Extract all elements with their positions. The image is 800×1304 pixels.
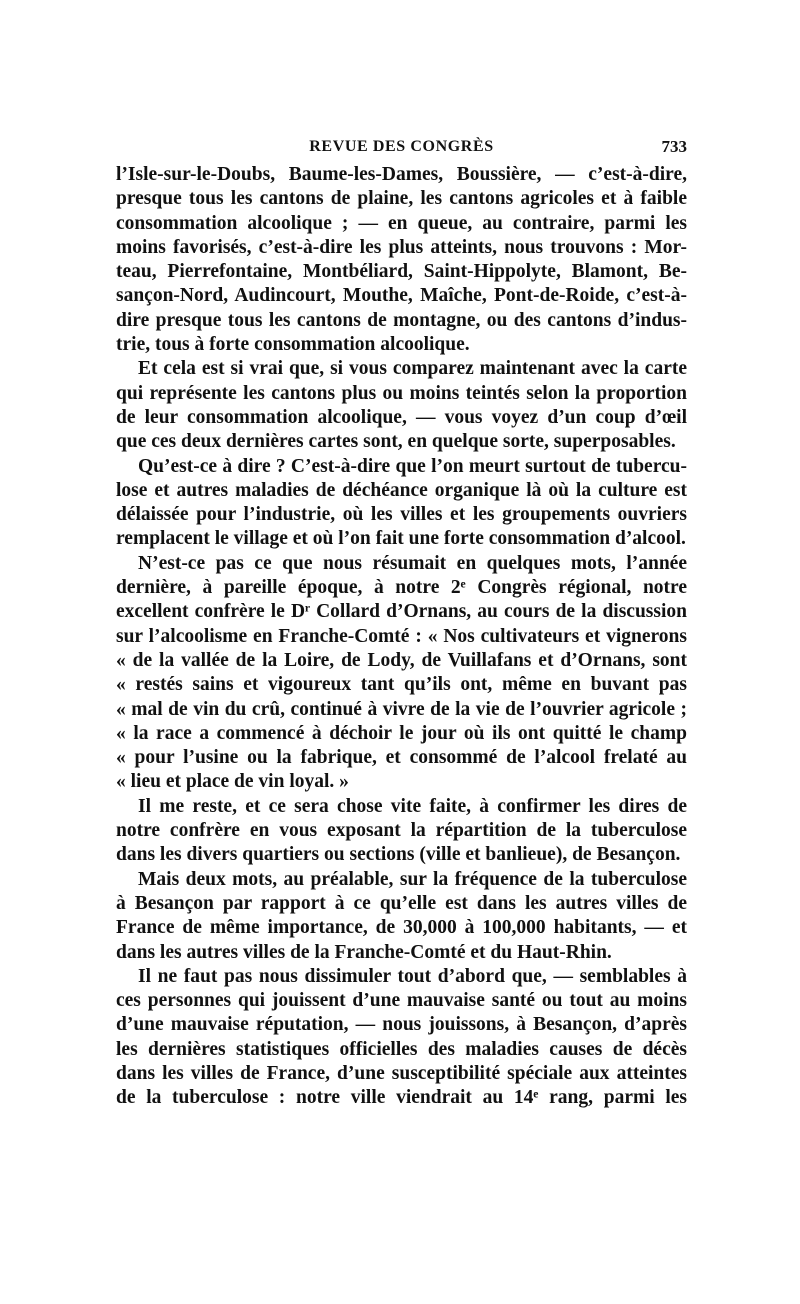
text-line: Il me reste, et ce sera chose vite faite, à confirmer les dires de <box>138 795 687 817</box>
text-line: teau, Pierrefontaine, Montbéliard, Saint-Hippolyte, Blamont, Be- <box>116 261 687 283</box>
text-line: lose et autres maladies de déchéance organique là où la culture est <box>116 479 687 501</box>
text-line: dernière, à pareille époque, à notre 2ᵉ Congrès régional, notre <box>116 577 687 599</box>
text-line: de la tuberculose : notre ville viendrait au 14ᵉ rang, parmi les <box>116 1087 687 1109</box>
text-line: que ces deux dernières cartes sont, en quelque sorte, superposables. <box>116 431 676 453</box>
text-line: notre confrère en vous exposant la répartition de la tuberculose <box>116 820 687 842</box>
text-line: Et cela est si vrai que, si vous comparez maintenant avec la carte <box>138 358 687 380</box>
text-line: Qu’est-ce à dire ? C’est-à-dire que l’on meurt surtout de tubercu- <box>138 455 687 477</box>
text-line: sur l’alcoolisme en Franche-Comté : « Nos cultivateurs et vignerons <box>116 625 687 647</box>
quote-line: « pour l’usine ou la fabrique, et consommé de l’alcool frelaté au <box>116 747 687 769</box>
text-line: ces personnes qui jouissent d’une mauvaise santé ou tout au moins <box>116 990 687 1012</box>
quote-line: « de la vallée de la Loire, de Lody, de Vuillafans et d’Ornans, sont <box>116 649 687 671</box>
text-line: Il ne faut pas nous dissimuler tout d’abord que, — semblables à <box>138 965 687 987</box>
text-line: d’une mauvaise réputation, — nous jouissons, à Besançon, d’après <box>116 1014 687 1036</box>
text-line: de leur consommation alcoolique, — vous voyez d’un coup d’œil <box>116 406 687 428</box>
text-line: dans les autres villes de la Franche-Comté et du Haut-Rhin. <box>116 941 612 963</box>
quote-line: « la race a commencé à déchoir le jour où ils ont quitté le champ <box>116 722 687 744</box>
text-line: remplacent le village et où l’on fait une forte consommation d’alcool. <box>116 528 686 550</box>
text-line: sançon-Nord, Audincourt, Mouthe, Maîche, Pont-de-Roide, c’est-à- <box>116 285 687 307</box>
text-line: dire presque tous les cantons de montagne, ou des cantons d’indus- <box>116 309 687 331</box>
text-line: Mais deux mots, au préalable, sur la fréquence de la tuberculose <box>138 868 687 890</box>
text-line: dans les divers quartiers ou sections (ville et banlieue), de Besançon. <box>116 844 681 866</box>
text-line: consommation alcoolique ; — en queue, au contraire, parmi les <box>116 212 687 234</box>
text-line: France de même importance, de 30,000 à 100,000 habitants, — et <box>116 917 687 939</box>
text-line: les dernières statistiques officielles des maladies causes de décès <box>116 1038 687 1060</box>
running-title: REVUE DES CONGRÈS <box>309 138 494 155</box>
text-line: délaissée pour l’industrie, où les villes et les groupements ouvriers <box>116 504 687 526</box>
page-header <box>116 133 687 161</box>
quote-line: « lieu et place de vin loyal. » <box>116 771 349 793</box>
page-number: 733 <box>661 137 687 156</box>
text-line: l’Isle-sur-le-Doubs, Baume-les-Dames, Boussière, — c’est-à-dire, <box>116 164 687 185</box>
quote-line: « restés sains et vigoureux tant qu’ils ont, même en buvant pas <box>116 674 687 696</box>
text-line: moins favorisés, c’est-à-dire les plus atteints, nous trouvons : Mor- <box>116 236 687 258</box>
text-line: qui représente les cantons plus ou moins teintés selon la proportion <box>116 382 687 404</box>
text-line: presque tous les cantons de plaine, les cantons agricoles et à faible <box>116 188 687 210</box>
text-line: N’est-ce pas ce que nous résumait en quelques mots, l’année <box>138 552 687 574</box>
text-line: dans les villes de France, d’une susceptibilité spéciale aux atteintes <box>116 1062 687 1084</box>
body-text <box>116 163 687 1111</box>
text-line: trie, tous à forte consommation alcoolique. <box>116 334 470 356</box>
text-line: excellent confrère le Dʳ Collard d’Ornans, au cours de la discussion <box>116 601 687 623</box>
quote-line: « mal de vin du crû, continué à vivre de la vie de l’ouvrier agricole ; <box>116 698 687 720</box>
text-line: à Besançon par rapport à ce qu’elle est dans les autres villes de <box>116 892 687 914</box>
